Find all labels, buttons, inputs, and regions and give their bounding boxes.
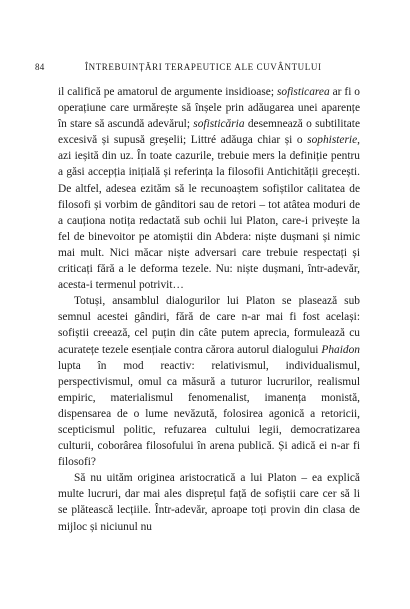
italic-term: sofisticăria: [193, 118, 245, 131]
body-text: [58, 84, 360, 535]
paragraph-2: [58, 293, 360, 470]
text-run: desemnează o subtilitate excesivă și supusă greșelii; Littré adăuga chiar și o: [58, 118, 360, 147]
italic-term: sophisterie: [307, 134, 358, 147]
running-title: ÎNTREBUINȚĂRI TERAPEUTICE ALE CUVÂNTULUI: [85, 62, 322, 72]
text-run: lupta în mod reactiv: relativismul, individualismul, perspectivismul, omul ca măsură a tuturor lucrurilor, realismul empiric, materialismul fenomenalist, imanența monistă, dispensarea de o lume nevăzută, folosirea agonică a retoricii, scepticismul politic, refuzarea cultului legii, democratizarea culturii, coborârea filosofului în arena publică. Și adică ei n-ar fi filosofi?: [58, 359, 360, 469]
text-run: , azi ieșită din uz. În toate cazurile, trebuie mers la definiție pentru a găsi accepția inițială și referința la filosofii Antichității grecești. De altfel, adesea ezităm să le recunoaștem sofiștilor calitatea de filosofi și vorbim de gânditori sau de retori – tot atâtea moduri de a cauționa notița redactată sub ochii lui Platon, care-i privește la fel de binevoitor pe atomiștii din Abdera: niște dușmani și nimic mai mult. Nici măcar niște adversari care trebuie respectați și criticați fără a le deforma tezele. Nu: niște dușmani, într-adevăr, acesta-i termenul potrivit…: [58, 134, 360, 292]
paragraph-1: [58, 84, 360, 293]
page-number: 84: [35, 62, 45, 72]
italic-term: Phaidon: [321, 343, 360, 356]
text-run: Să nu uităm originea aristocratică a lui Platon – ea explică multe lucruri, dar mai ales disprețul față de sofiștii care cer să li se plătească lecțiile. Într-adevăr, aproape toți provin din clasa de mijloc și niciunul nu: [58, 472, 360, 533]
italic-term: sofisticarea: [276, 86, 330, 98]
text-run: Totuși, ansamblul dialogurilor lui Platon se plasează sub semnul acestei gândiri, fără de care n-ar mai fi fost același: sofiștii creează, cel puțin din câte putem aprecia, formulează cu acuratețe tezele esențiale contra cărora autorul dialogului: [58, 295, 360, 356]
paragraph-3: [58, 470, 360, 534]
running-header: [35, 62, 375, 72]
text-run: ar fi o operațiune care urmărește să înșele prin adăugarea unei aparențe în stare să ascundă adevărul;: [58, 86, 360, 131]
text-run: il califică pe amatorul de argumente insidioase;: [58, 86, 277, 98]
